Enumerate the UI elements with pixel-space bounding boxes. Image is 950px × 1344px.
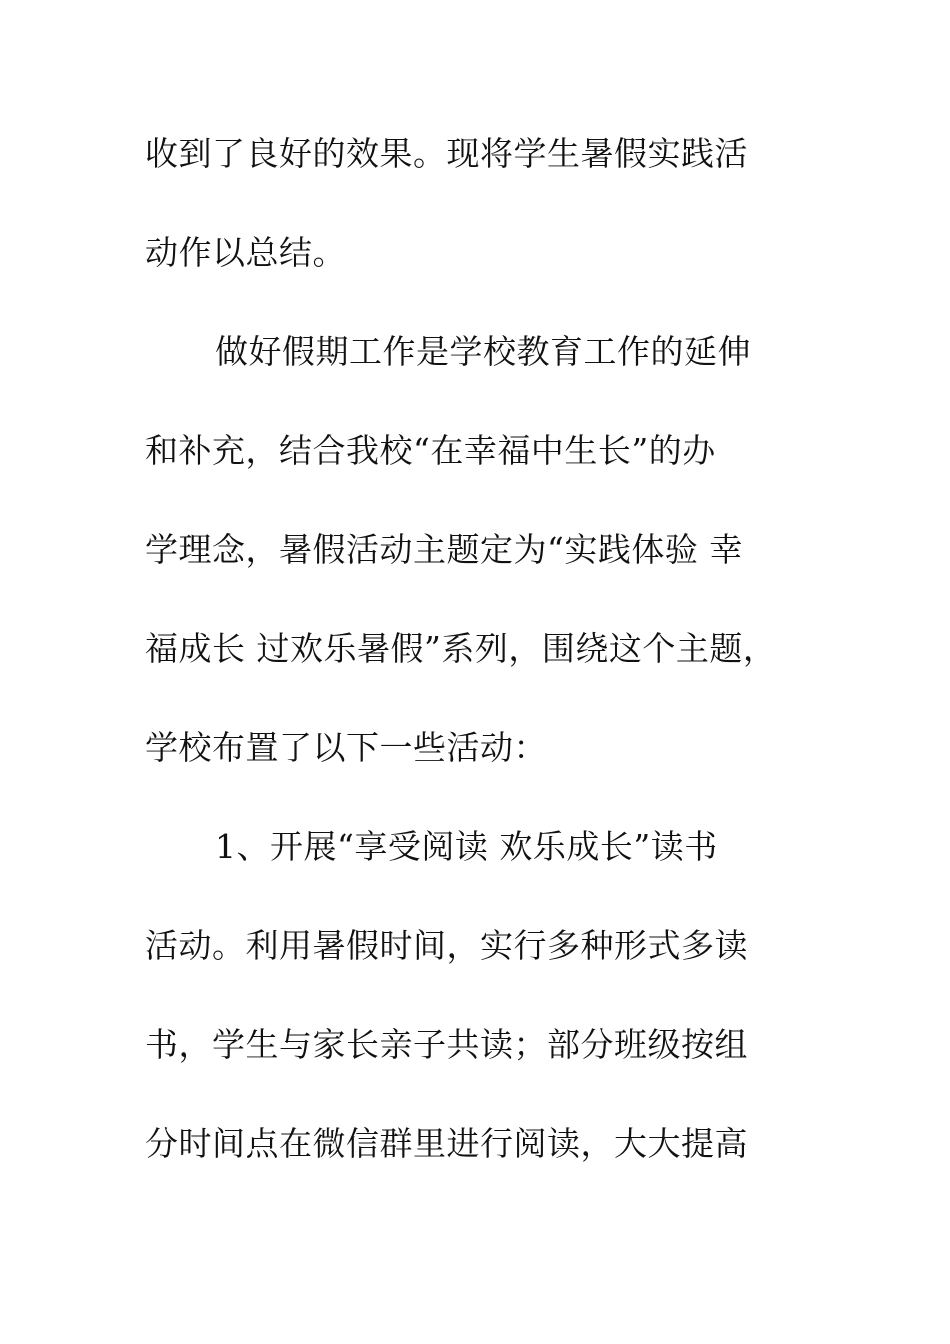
text-line: 学校布置了以下一些活动：: [145, 728, 547, 767]
text-line: 福成长 过欢乐暑假”系列，围绕这个主题，: [145, 629, 777, 668]
text-line: 书，学生与家长亲子共读；部分班级按组: [145, 1025, 748, 1064]
text-line: 动作以总结。: [145, 233, 346, 272]
paragraph-start-line: 1、开展“享受阅读 欢乐成长”读书: [215, 827, 718, 866]
paragraph-start-line: 做好假期工作是学校教育工作的延伸: [215, 332, 751, 371]
text-line: 和补充，结合我校“在幸福中生长”的办: [145, 431, 716, 470]
text-line: 活动。利用暑假时间，实行多种形式多读: [145, 926, 748, 965]
body-text: [145, 127, 825, 1216]
text-line: 学理念，暑假活动主题定为“实践体验 幸: [145, 530, 743, 569]
text-line: 分时间点在微信群里进行阅读，大大提高: [145, 1124, 748, 1163]
text-line: 收到了良好的效果。现将学生暑假实践活: [145, 134, 748, 173]
